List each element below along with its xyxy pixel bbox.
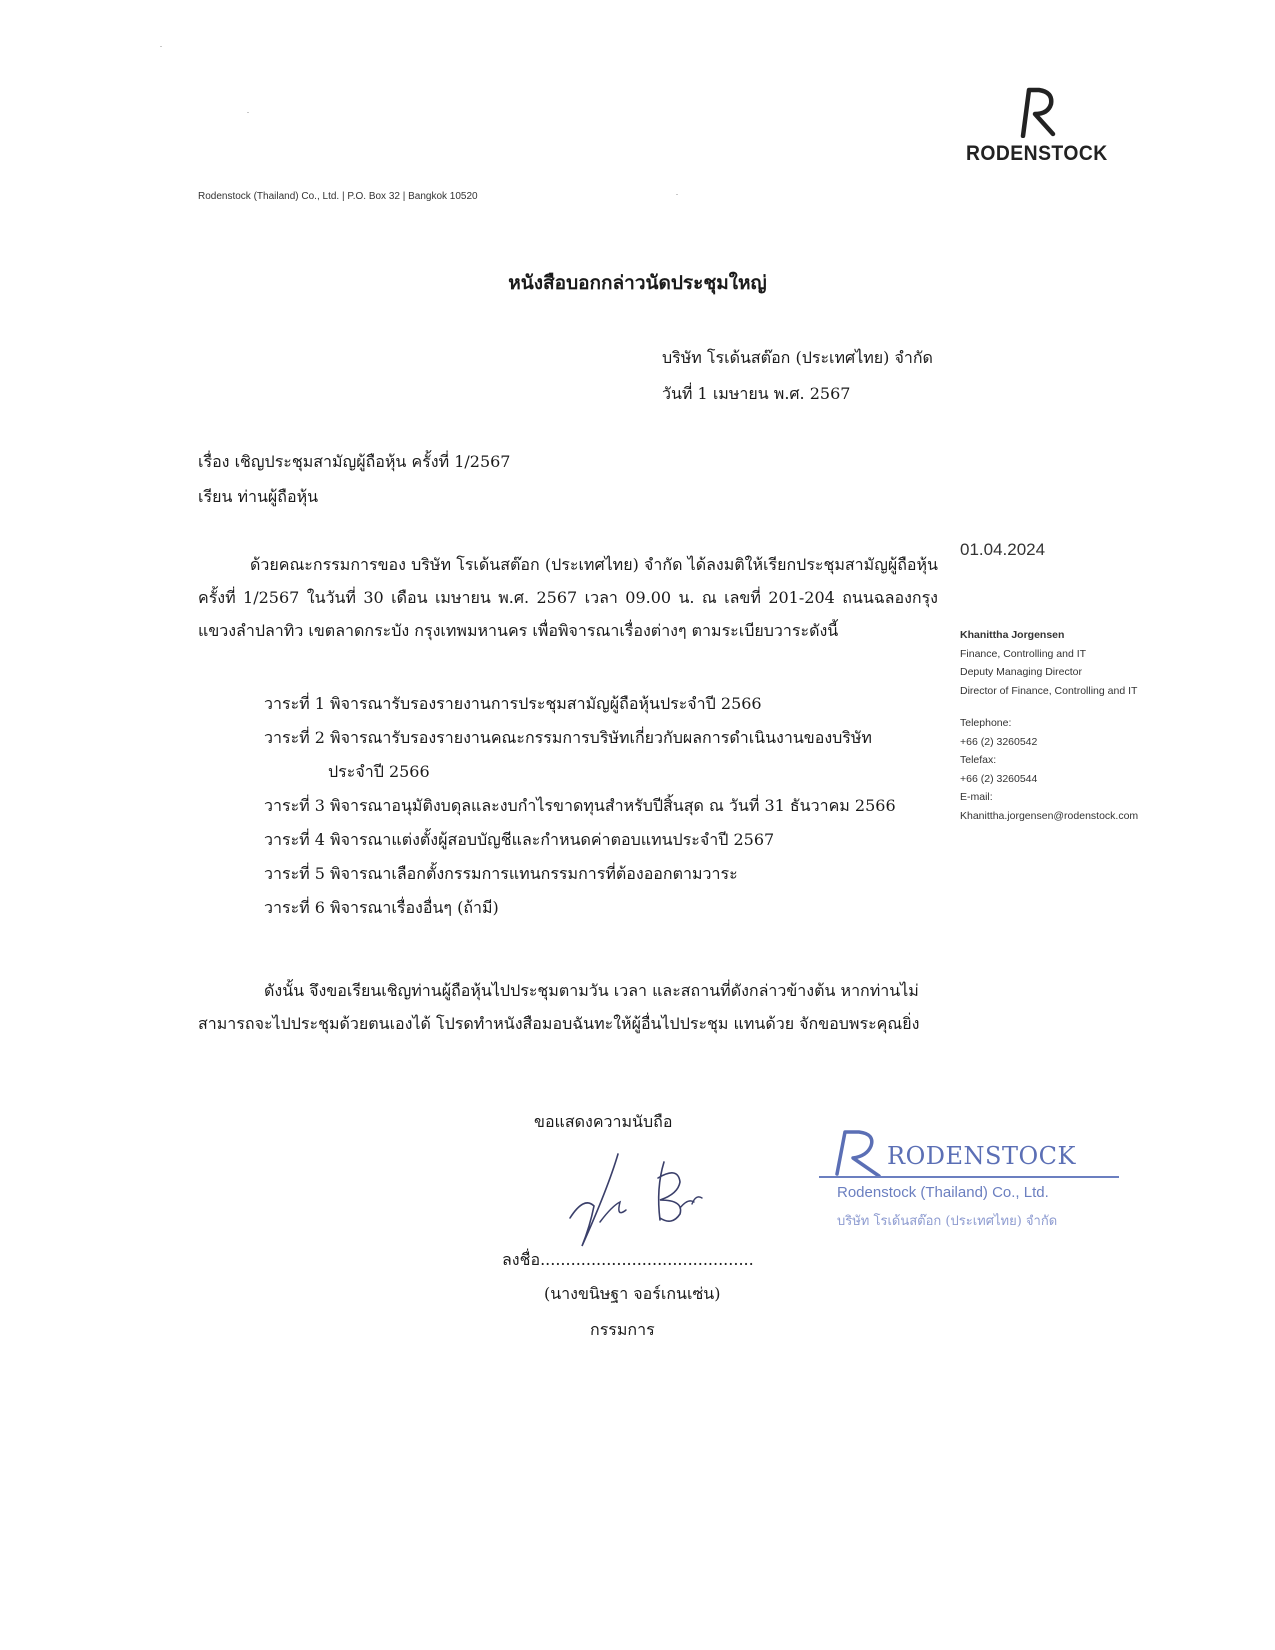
stamp-company-en: Rodenstock (Thailand) Co., Ltd. — [837, 1184, 1049, 1201]
page-title — [0, 268, 1275, 298]
agenda-item-continuation: ประจำปี 2566 — [328, 762, 430, 781]
agenda-item: วาระที่ 6 พิจารณาเรื่องอื่นๆ (ถ้ามี) — [264, 898, 499, 917]
company-stamp — [815, 1124, 1135, 1244]
email-label: E-mail: — [960, 791, 993, 803]
agenda-item: วาระที่ 3 พิจารณาอนุมัติงบดุลและงบกำไรขาดทุนสำหรับปีสิ้นสุด ณ วันที่ 31 ธันวาคม 2566 — [264, 796, 896, 815]
letterhead-address: Rodenstock (Thailand) Co., Ltd. | P.O. Box 32 | Bangkok 10520 — [198, 191, 478, 202]
email-address: Khanittha.jorgensen@rodenstock.com — [960, 809, 1139, 822]
agenda-item: วาระที่ 4 พิจารณาแต่งตั้งผู้สอบบัญชีและกำหนดค่าตอบแทนประจำปี 2567 — [264, 830, 775, 849]
handwritten-signature — [560, 1148, 760, 1258]
closing-paragraph — [198, 974, 928, 1040]
contact-role: Director of Finance, Controlling and IT — [960, 684, 1138, 697]
agenda-item: วาระที่ 2 พิจารณารับรองรายงานคณะกรรมการบริษัทเกี่ยวกับผลการดำเนินงานของบริษัท — [264, 728, 872, 747]
telefax-label: Telefax: — [960, 754, 997, 766]
signer-position: กรรมการ — [590, 1320, 655, 1339]
rodenstock-r-mark-icon — [1013, 86, 1057, 138]
stamp-company-th: บริษัท โรเด้นสต๊อก (ประเทศไทย) จำกัด — [837, 1214, 1058, 1229]
agenda-list — [264, 687, 944, 925]
scan-speck — [676, 194, 678, 195]
rodenstock-logo — [960, 86, 1110, 176]
scan-speck — [160, 46, 162, 47]
contact-spacer — [960, 700, 1138, 714]
body-paragraph — [198, 548, 938, 647]
sidebar-date: 01.04.2024 — [960, 540, 1046, 559]
header-date: วันที่ 1 เมษายน พ.ศ. 2567 — [662, 384, 851, 403]
scan-speck — [247, 112, 249, 113]
agenda-item: วาระที่ 5 พิจารณาเลือกตั้งกรรมการแทนกรรมการที่ต้องออกตามวาระ — [264, 864, 738, 883]
signature-line: ลงชื่อ.......................................... — [502, 1250, 754, 1269]
subject-line: เรื่อง เชิญประชุมสามัญผู้ถือหุ้น ครั้งที่ 1/2567 — [198, 452, 511, 471]
closing-text: ดังนั้น จึงขอเรียนเชิญท่านผู้ถือหุ้นไปประชุมตามวัน เวลา และสถานที่ดังกล่าวข้างต้น หากท่านไม่สามารถจะไปประชุมด้วยตนเองได้ โปรดทำหนังสือมอบฉันทะให้ผู้อื่นไปประชุม แทนด้วย จักขอบพระคุณยิ่ง — [198, 981, 920, 1033]
signer-name: (นางขนิษฐา จอร์เกนเซ่น) — [544, 1284, 721, 1303]
body-text: ด้วยคณะกรรมการของ บริษัท โรเด้นสต๊อก (ประเทศไทย) จำกัด ได้ลงมติให้เรียกประชุมสามัญผู้ถือหุ้น ครั้งที่ 1/2567 ในวันที่ 30 เดือน เมษายน พ.ศ. 2567 เวลา 09.00 น. ณ เลขที่ 201-204 ถนนฉลองกรุง แขวงลำปลาทิว เขตลาดกระบัง กรุงเทพมหานคร เพื่อพิจารณาเรื่องต่างๆ ตามระเบียบวาระดังนี้ — [198, 555, 938, 640]
stamp-brand: RODENSTOCK — [887, 1142, 1076, 1170]
agenda-item: วาระที่ 1 พิจารณารับรองรายงานการประชุมสามัญผู้ถือหุ้นประจำปี 2566 — [264, 694, 762, 713]
contact-block — [960, 626, 1138, 825]
telephone-number: +66 (2) 3260542 — [960, 735, 1038, 748]
stamp-r-mark-icon — [829, 1128, 889, 1178]
logo-wordmark: RODENSTOCK — [966, 142, 1108, 165]
header-company: บริษัท โรเด้นสต๊อก (ประเทศไทย) จำกัด — [662, 348, 933, 367]
regards-line: ขอแสดงความนับถือ — [534, 1112, 673, 1131]
telephone-label: Telephone: — [960, 717, 1012, 729]
title-text: หนังสือบอกกล่าวนัดประชุมใหญ่ — [508, 272, 767, 294]
telefax-number: +66 (2) 3260544 — [960, 772, 1038, 785]
contact-name: Khanittha Jorgensen — [960, 629, 1065, 641]
recipient-line: เรียน ท่านผู้ถือหุ้น — [198, 487, 319, 506]
stamp-divider — [819, 1176, 1119, 1178]
contact-department: Finance, Controlling and IT — [960, 647, 1087, 660]
contact-role: Deputy Managing Director — [960, 666, 1082, 678]
